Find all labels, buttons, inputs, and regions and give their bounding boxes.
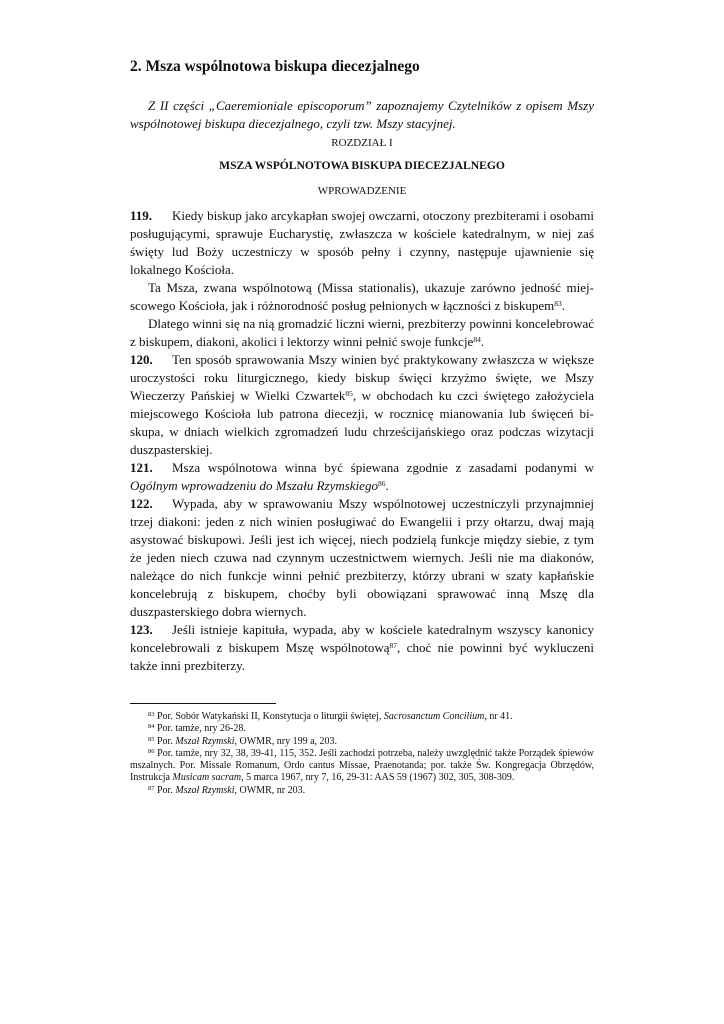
- paragraph-text: Wypada, aby w sprawowaniu Mszy wspólnotowej uczestniczyli przynajmniej trzej diakoni: jeden z nich winien posługiwać do Ewangelii i przy ołtarzu, dwaj mają asystować biskupowi. Jeśli jest ich więcej, niech podzielą funkcje między siebie, z tym że jeden niech czuwa nad czynnym uczestnictwem wiernych. Jeśli nie ma diakonów, należące do nich funkcje winni pełnić prezbiterzy, którzy ubrani w szaty kapłańskie koncelebrują z biskupem, choćby byli obowiązani sprawować inną Mszę dla duszpasterskiego dobra wiernych.: [130, 495, 594, 619]
- paragraph-number: 123.: [130, 621, 153, 637]
- footnote-number: 83: [148, 710, 155, 718]
- section-heading: 2. Msza wspólnotowa biskupa diecezjalnego: [130, 58, 420, 75]
- paragraph-122: [130, 495, 594, 621]
- footnote-number: 86: [148, 748, 155, 756]
- paragraph-number: 120.: [130, 351, 153, 367]
- footnote-ref[interactable]: 85: [345, 388, 353, 398]
- italic-title: Ogólnym wprowadzeniu do Mszału Rzymskiego: [130, 477, 378, 493]
- paragraph-number: 122.: [130, 495, 153, 511]
- footnote-ref[interactable]: 83: [554, 298, 562, 308]
- footnote-number: 84: [148, 723, 155, 731]
- paragraph-text: Ta Msza, zwana wspólnotową (Missa stationalis), ukazuje zarówno jedność miejscowego Kościoła, jak i różnorodność posług pełnionych w łączności z biskupem: [130, 279, 594, 313]
- intro-note: Z II części „Caeremioniale episcoporum” zapoznajemy Czytelników z opisem Mszy wspólnotowej biskupa diecezjalnego, czyli tzw. Mszy stacyjnej.: [130, 97, 594, 131]
- paragraph-119-continuation: Ta Msza, zwana wspólnotową (Missa stationalis), ukazuje zarówno jedność miejscowego Kościoła, jak i różnorodność posług pełnionych w łączności z biskupem$^{83}$.: [130, 279, 594, 313]
- paragraph-text: , choć nie powinni być wykluczeni także inni prezbiterzy.: [130, 639, 594, 673]
- footnote-divider: [130, 703, 276, 704]
- paragraph-text: , w obchodach ku czci świętego założyciela miejscowego Kościoła lub patrona diecezji, w rocznicę mianowania lub święceń biskupa, w dniach wielkich zgromadzeń ludu chrześcijańskiego oraz podczas wizytacji duszpasterskiej.: [130, 387, 594, 457]
- footnote-83: $^{83}$ Por. Sobór Watykański II, Konstytucja o liturgii świętej, Sacrosanctum Concilium, nr 41.: [148, 710, 513, 722]
- footnote-number: 85: [148, 735, 155, 743]
- footnote-ref[interactable]: 87: [389, 640, 398, 650]
- paragraph-119-continuation: Dlatego winni się na nią gromadzić liczni wierni, prezbiterzy powinni koncelebrować z biskupem, diakoni, akolici i lektorzy winni pełnić swoje funkcje$^{84}$.: [130, 315, 594, 349]
- paragraph-number: 121.: [130, 459, 153, 475]
- introduction-label: WPROWADZENIE: [317, 184, 407, 197]
- chapter-title: MSZA WSPÓLNOTOWA BISKUPA DIECEZJALNEGO: [219, 158, 505, 172]
- paragraph-text: Jeśli istnieje kapituła, wypada, aby w kościele katedralnym wszyscy kanonicy koncelebrowali z biskupem Mszę wspólnotową: [130, 621, 594, 655]
- chapter-label: ROZDZIAŁ I: [331, 136, 393, 149]
- paragraph-text: Kiedy biskup jako arcykapłan swojej owczarni, otoczony prezbiterami i osobami posługującymi, sprawuje Eucharystię, zwłaszcza w kościele katedralnym, w niej zaś święty lud Boży uczestniczy w sposób pełny i czynny, następuje ujawnienie się lokalnego Kościoła.: [130, 207, 594, 277]
- footnote-87: $^{87}$ Por. Mszał Rzymski, OWMR, nr 203.: [148, 784, 306, 796]
- document-page: [130, 58, 594, 797]
- paragraph-120: [130, 351, 594, 459]
- footnote-84: $^{84}$ Por. tamże, nry 26-28.: [148, 723, 246, 735]
- paragraph-text: Dlatego winni się na nią gromadzić liczni wierni, prezbiterzy powinni koncelebrować z biskupem, diakoni, akolici i lektorzy winni pełnić swoje funkcje: [130, 315, 594, 349]
- footnote-ref[interactable]: 86: [377, 478, 386, 488]
- paragraph-119: [130, 207, 594, 279]
- paragraph-121: 121. Msza wspólnotowa winna być śpiewana zgodnie z zasadami podanymi w Ogólnym wprowadzeniu do Mszału Rzymskiego$^{86}$.: [130, 459, 594, 493]
- footnote-ref[interactable]: 84: [473, 334, 481, 344]
- paragraph-123: [130, 621, 594, 675]
- paragraph-text: Msza wspólnotowa winna być śpiewana zgodnie z zasadami podanymi w: [172, 459, 594, 475]
- footnote-85: $^{85}$ Por. Mszał Rzymski, OWMR, nry 199 a, 203.: [148, 735, 338, 747]
- footnote-86: $^{86}$ Por. tamże, nry 32, 38, 39-41, 115, 352. Jeśli zachodzi potrzeba, należy uwzględnić także Porządek śpiewów mszalnych. Por. Missale Romanum, Ordo cantus Missae, Praenotanda; por. także Św. Kongregacja Obrzędów, Instrukcja Musicam sacram, 5 marca 1967, nry 7, 16, 29-31: AAS 59 (1967) 302, 305, 308-309.: [130, 748, 594, 784]
- paragraph-text: Ten sposób sprawowania Mszy winien być praktykowany zwłaszcza w większe uroczystości roku liturgicznego, kiedy biskup święci krzyżmo święte, we Mszy Wieczerzy Pańskiej w Wielki Czwartek: [130, 351, 594, 403]
- footnote-number: 87: [148, 784, 155, 792]
- paragraph-number: 119.: [130, 207, 153, 223]
